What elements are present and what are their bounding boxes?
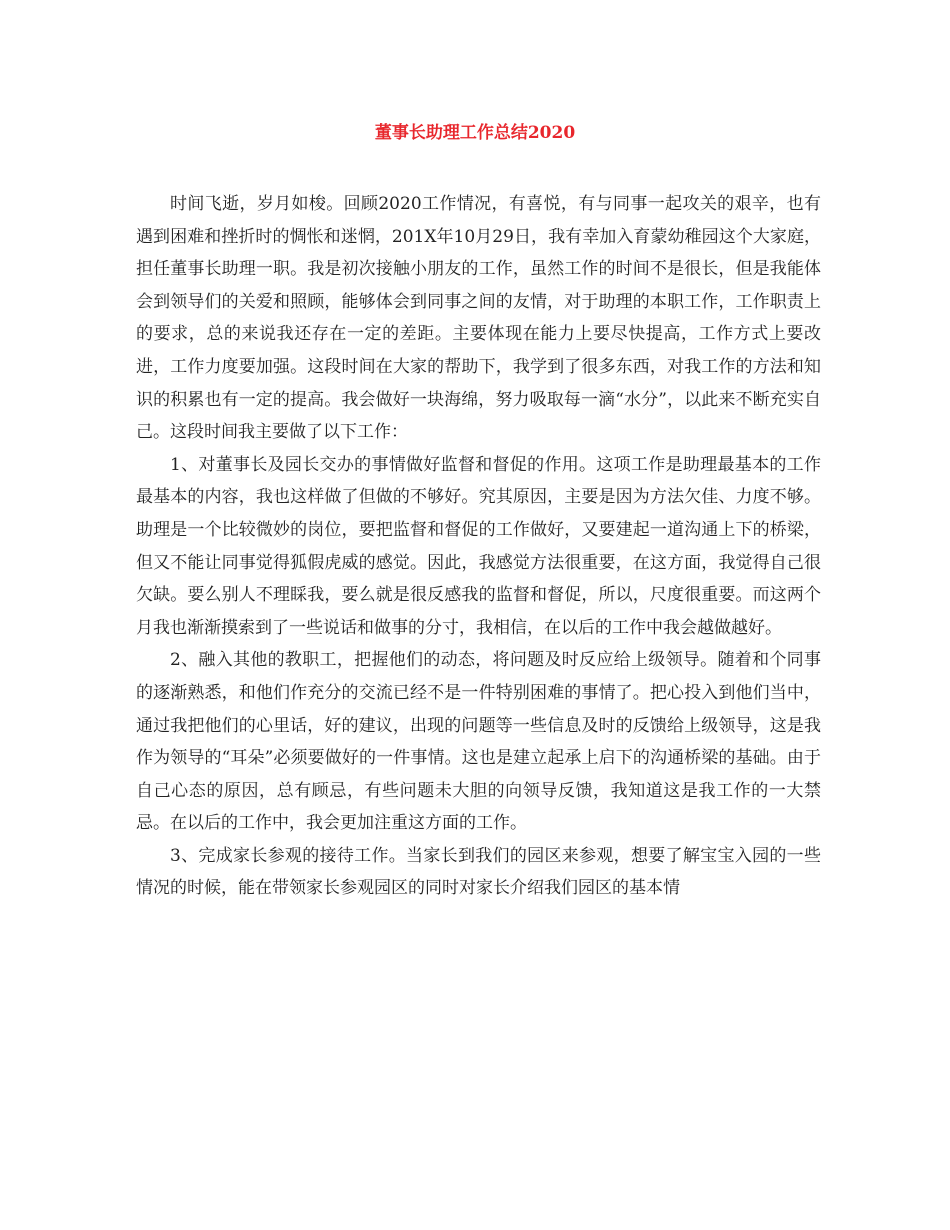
paragraph-item-2: 2、融入其他的教职工，把握他们的动态，将问题及时反应给上级领导。随着和个同事的逐渐熟悉，和他们作充分的交流已经不是一件特别困难的事情了。把心投入到他们当中，通过我把他们的心里话，好的建议，出现的问题等一些信息及时的反馈给上级领导，这是我作为领导的“耳朵”必须要做好的一件事情。这也是建立起承上启下的沟通桥梁的基础。由于自己心态的原因，总有顾忌，有些问题未大胆的向领导反馈，我知道这是我工作的一大禁忌。在以后的工作中，我会更加注重这方面的工作。	[136, 650, 821, 834]
paragraph-item-3: 3、完成家长参观的接待工作。当家长到我们的园区来参观，想要了解宝宝入园的一些情况的时候，能在带领家长参观园区的同时对家长介绍我们园区的基本情	[136, 845, 821, 899]
document-body	[136, 188, 821, 905]
document-title: 董事长助理工作总结2020	[374, 123, 576, 143]
paragraph-item-1: 1、对董事长及园长交办的事情做好监督和督促的作用。这项工作是助理最基本的工作最基本的内容，我也这样做了但做的不够好。究其原因，主要是因为方法欠佳、力度不够。助理是一个比较微妙的岗位，要把监督和督促的工作做好，又要建起一道沟通上下的桥梁，但又不能让同事觉得狐假虎威的感觉。因此，我感觉方法很重要，在这方面，我觉得自己很欠缺。要么别人不理睬我，要么就是很反感我的监督和督促，所以，尺度很重要。而这两个月我也渐渐摸索到了一些说话和做事的分寸，我相信，在以后的工作中我会越做越好。	[136, 454, 821, 638]
paragraph-intro: 时间飞逝，岁月如梭。回顾2020工作情况，有喜悦，有与同事一起攻关的艰辛，也有遇到困难和挫折时的惆怅和迷惘，201X年10月29日，我有幸加入育蒙幼稚园这个大家庭，担任董事长助理一职。我是初次接触小朋友的工作，虽然工作的时间不是很长，但是我能体会到领导们的关爱和照顾，能够体会到同事之间的友情，对于助理的本职工作，工作职责上的要求，总的来说我还存在一定的差距。主要体现在能力上要尽快提高，工作方式上要改进，工作力度要加强。这段时间在大家的帮助下，我学到了很多东西，对我工作的方法和知识的积累也有一定的提高。我会做好一块海绵，努力吸取每一滴“水分”，以此来不断充实自己。这段时间我主要做了以下工作：	[136, 194, 821, 443]
